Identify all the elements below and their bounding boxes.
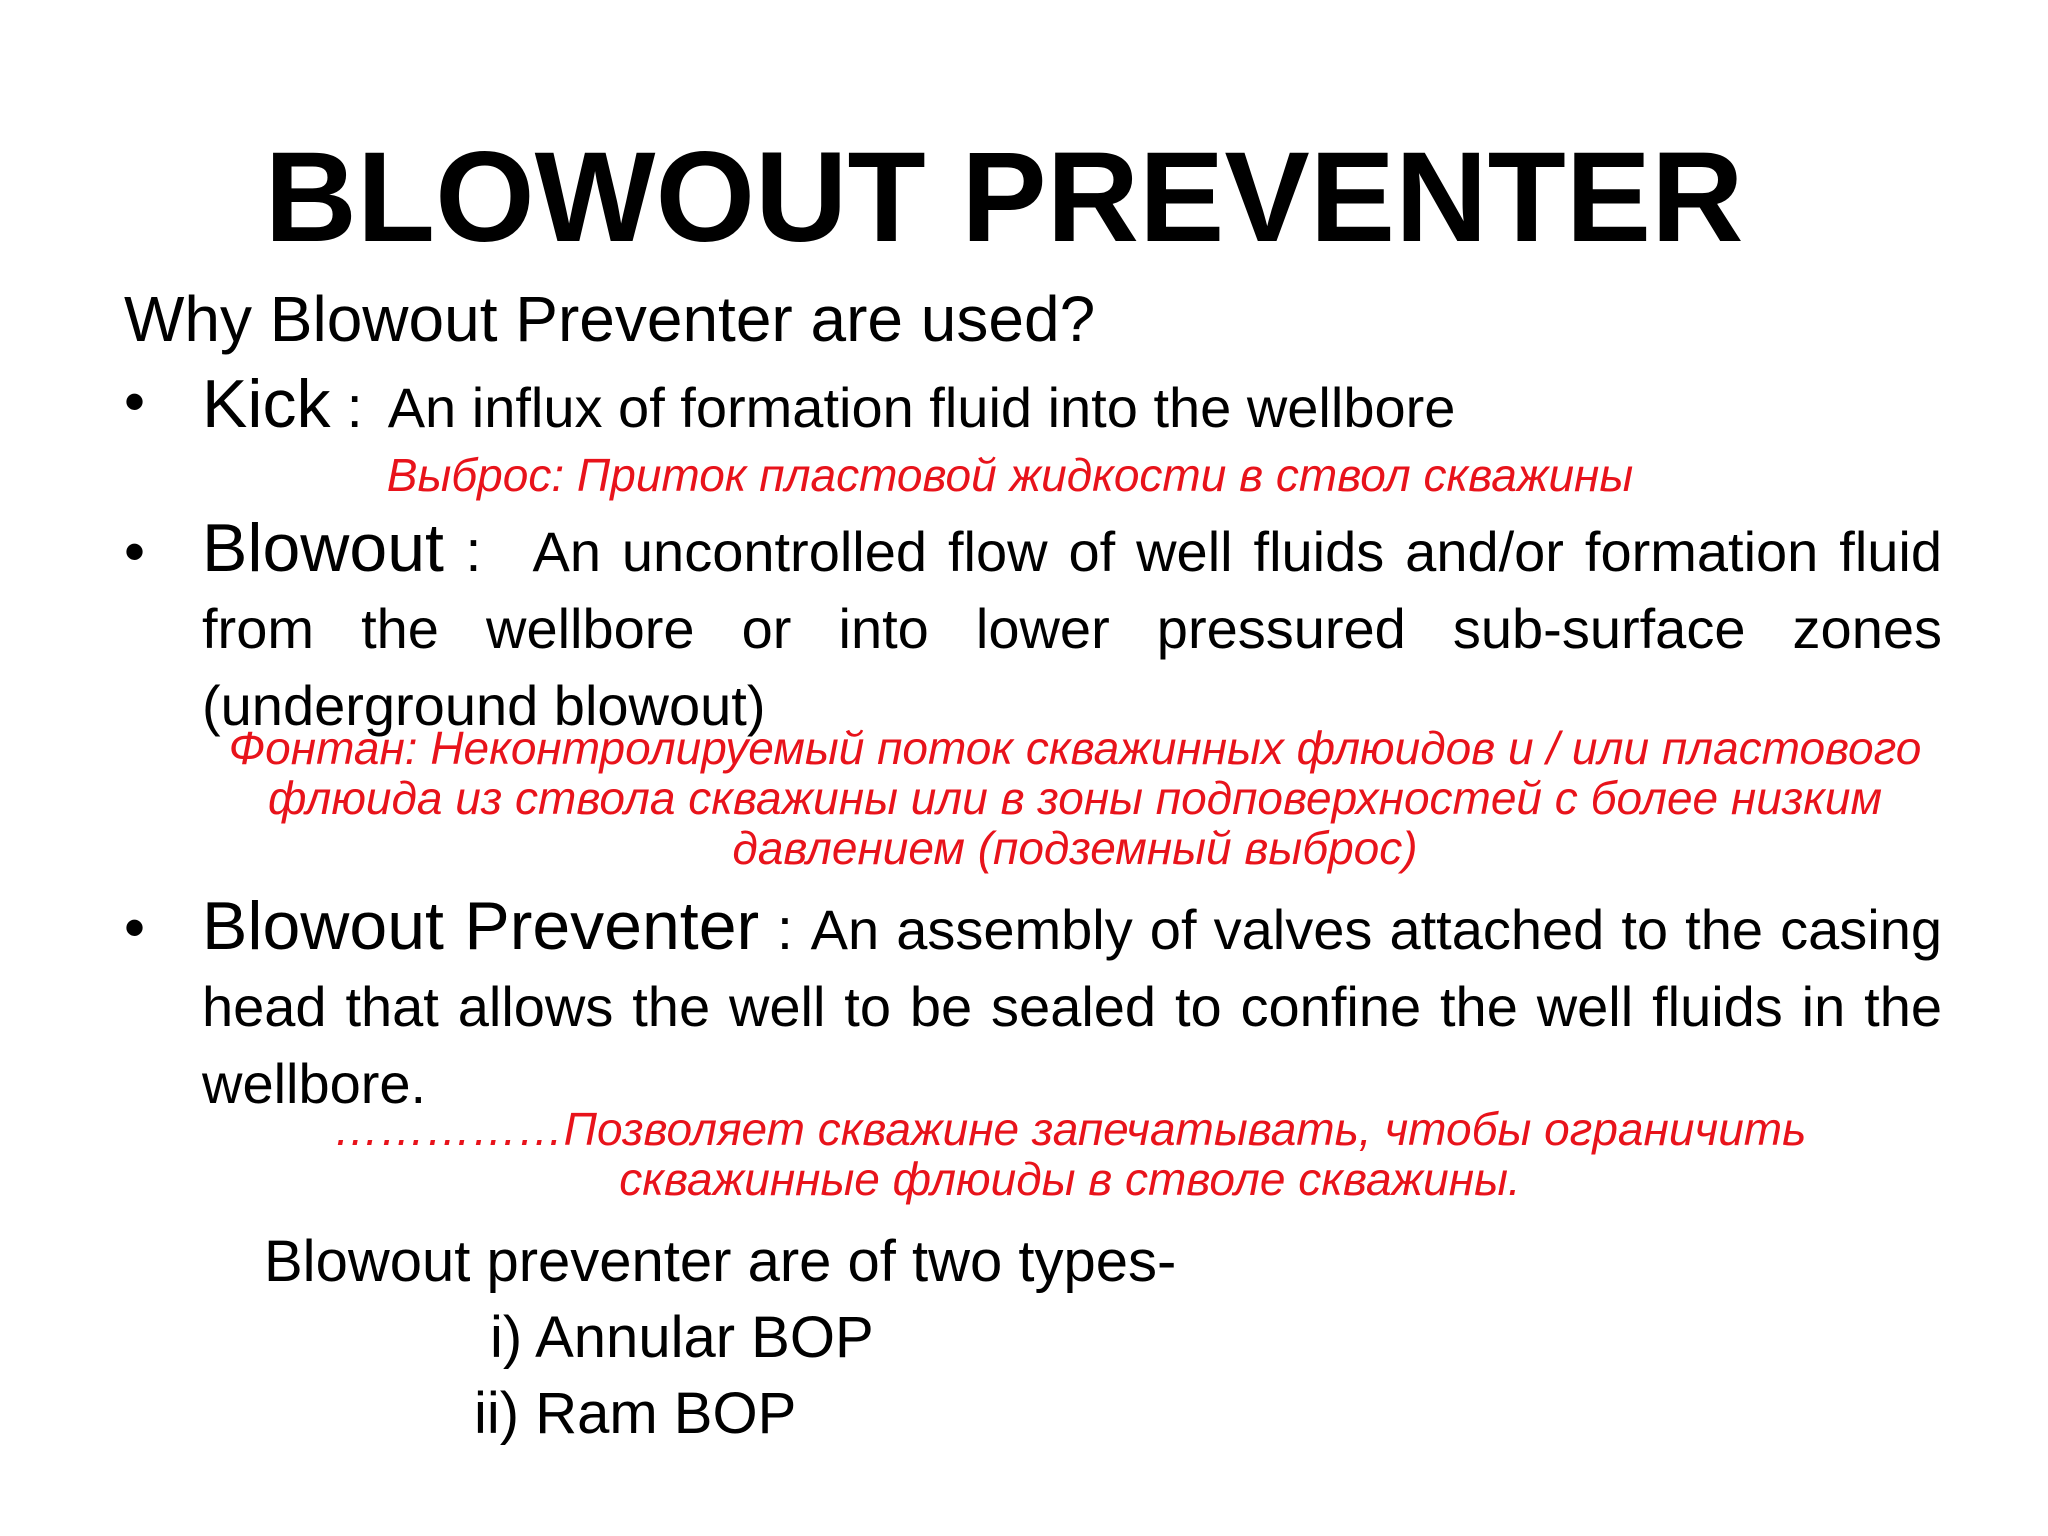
term-blowout-preventer: Blowout Preventer [202,888,760,964]
bullet-marker-kick: • [124,368,146,435]
translation-kick: Выброс: Приток пластовой жидкости в ствол скважины [386,449,1634,501]
bullet-marker-blowout: • [124,518,146,585]
question-heading: Why Blowout Preventer are used? [124,283,1096,355]
slide-title: BLOWOUT PREVENTER [264,126,1744,269]
type-ram-bop: ii) Ram BOP [474,1381,797,1446]
term-kick: Kick [202,366,331,442]
separator-kick: : [330,375,379,440]
bullet-kick [202,366,1942,461]
translation-blowout-preventer: ……………Позволяет скважине запечатывать, чтобы ограничить скважинные флюиды в стволе скважины. [333,1103,1807,1205]
type-annular-bop: i) Annular BOP [490,1305,874,1370]
definition-kick: An influx of formation fluid into the wellbore [387,376,1456,439]
types-intro: Blowout preventer are of two types- [264,1229,1177,1294]
bullet-blowout [202,510,1942,752]
bullet-blowout-preventer [202,888,1942,1130]
term-blowout: Blowout [202,510,444,586]
definition-blowout-preventer: An assembly of valves attached to the casing head that allows the well to be sealed to confine the well fluids in the wellbore. [202,898,1942,1115]
bullet-marker-bop: • [124,894,146,961]
translation-blowout: Фонтан: Неконтролируемый поток скважинных флюидов и / или пластового флюида из ствола скважины или в зоны подповерхностей с более низким давлением (подземный выброс) [228,722,1922,874]
separator-blowout: : [443,519,504,584]
definition-blowout: An uncontrolled flow of well fluids and/or formation fluid from the wellbore or into lower pressured sub-surface zones (underground blowout) [202,520,1942,737]
separator-blowout-preventer: : [759,897,811,962]
